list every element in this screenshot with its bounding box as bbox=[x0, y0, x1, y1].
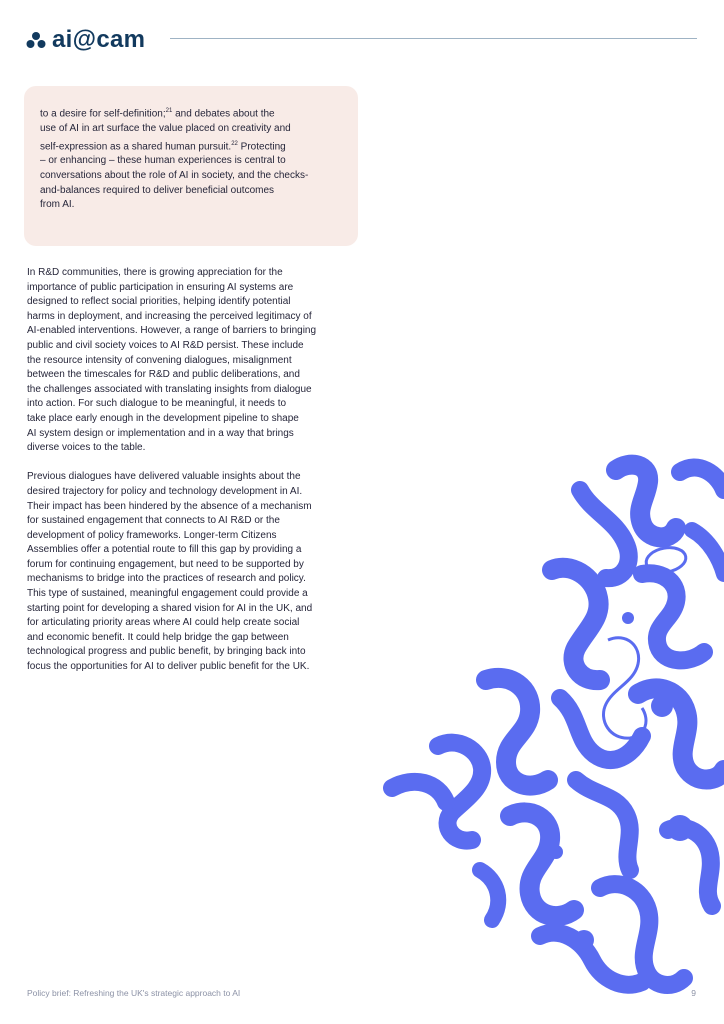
body-line: In R&D communities, there is growing appreciation for the bbox=[27, 267, 283, 278]
blob-dots bbox=[409, 570, 693, 950]
body-line: technological progress and public benefit, by bringing back into bbox=[27, 646, 306, 658]
body-line: importance of public participation in ensuring AI systems are bbox=[27, 281, 294, 293]
body-line: for sustained engagement that connects to AI R&D or the bbox=[27, 515, 280, 527]
body-line: starting point for developing a shared vision for AI in the UK, and bbox=[27, 602, 313, 614]
callout-box bbox=[24, 86, 358, 246]
header-divider bbox=[170, 38, 697, 39]
body-line: This type of sustained, meaningful engagement could provide a bbox=[27, 588, 308, 600]
paragraph-2 bbox=[27, 470, 362, 674]
logo-wordmark: ai@cam bbox=[52, 26, 146, 53]
body-line: for articulating priority areas where AI could help create social bbox=[27, 617, 300, 629]
paragraph-1 bbox=[27, 266, 362, 456]
body-line: Assemblies offer a potential route to fill this gap by providing a bbox=[27, 544, 302, 556]
three-dots-logo-icon bbox=[26, 31, 46, 49]
decorative-blob-pattern bbox=[380, 450, 724, 1000]
body-line: focus the opportunities for AI to deliver public benefit for the UK. bbox=[27, 661, 310, 673]
body-line: mechanisms to bridge into the practices of research and policy. bbox=[27, 573, 306, 585]
body-line: development of policy frameworks. Longer-term Citizens bbox=[27, 529, 277, 541]
body-line: into action. For such dialogue to be meaningful, it needs to bbox=[27, 398, 287, 410]
body-line: the resource intensity of convening dialogues, misalignment bbox=[27, 354, 292, 366]
callout-text bbox=[40, 104, 345, 213]
blob-strokes bbox=[392, 465, 724, 985]
body-text bbox=[27, 266, 362, 689]
footer-title: Policy brief: Refreshing the UK's strategic approach to AI bbox=[27, 988, 241, 998]
body-line: between the timescales for R&D and public deliberations, and bbox=[27, 369, 300, 381]
body-line: AI system design or implementation and in a way that brings bbox=[27, 427, 294, 439]
body-line: public and civil society voices to AI R&D persist. These include bbox=[27, 339, 304, 351]
body-line: and economic benefit. It could help bridge the gap between bbox=[27, 631, 289, 643]
body-line: harms in deployment, and increasing the perceived legitimacy of bbox=[27, 310, 312, 322]
body-line: AI-enabled interventions. However, a range of barriers to bringing bbox=[27, 325, 317, 337]
callout-line: self-expression as a shared human pursuit.$^{22}$ Protecting bbox=[40, 140, 286, 152]
page-number: 9 bbox=[691, 988, 696, 998]
body-line: designed to reflect social priorities, helping identify potential bbox=[27, 296, 291, 308]
callout-line: use of AI in art surface the value placed on creativity and bbox=[40, 122, 291, 134]
callout-line: and-balances required to deliver beneficial outcomes bbox=[40, 184, 275, 196]
callout-line: – or enhancing – these human experiences is central to bbox=[40, 155, 286, 167]
body-line: the challenges associated with translating insights from dialogue bbox=[27, 383, 312, 395]
body-line: diverse voices to the table. bbox=[27, 442, 146, 454]
body-line: Previous dialogues have delivered valuable insights about the bbox=[27, 471, 301, 483]
callout-line: to a desire for self-definition;$^{21}$ and debates about the bbox=[40, 108, 275, 120]
ai-cam-logo[interactable] bbox=[26, 26, 145, 54]
footnote-ref[interactable]: 21 bbox=[165, 108, 173, 114]
footnote-ref[interactable]: 22 bbox=[231, 140, 238, 147]
page-header bbox=[0, 0, 724, 70]
callout-line: conversations about the role of AI in society, and the checks- bbox=[40, 170, 309, 182]
body-line: Their impact has been hindered by the absence of a mechanism bbox=[27, 500, 312, 512]
callout-line: from AI. bbox=[40, 199, 75, 211]
body-line: take place early enough in the development pipeline to shape bbox=[27, 412, 299, 424]
body-line: desired trajectory for policy and technology development in AI. bbox=[27, 485, 303, 497]
body-line: forum for continuing engagement, but need to be supported by bbox=[27, 558, 304, 570]
